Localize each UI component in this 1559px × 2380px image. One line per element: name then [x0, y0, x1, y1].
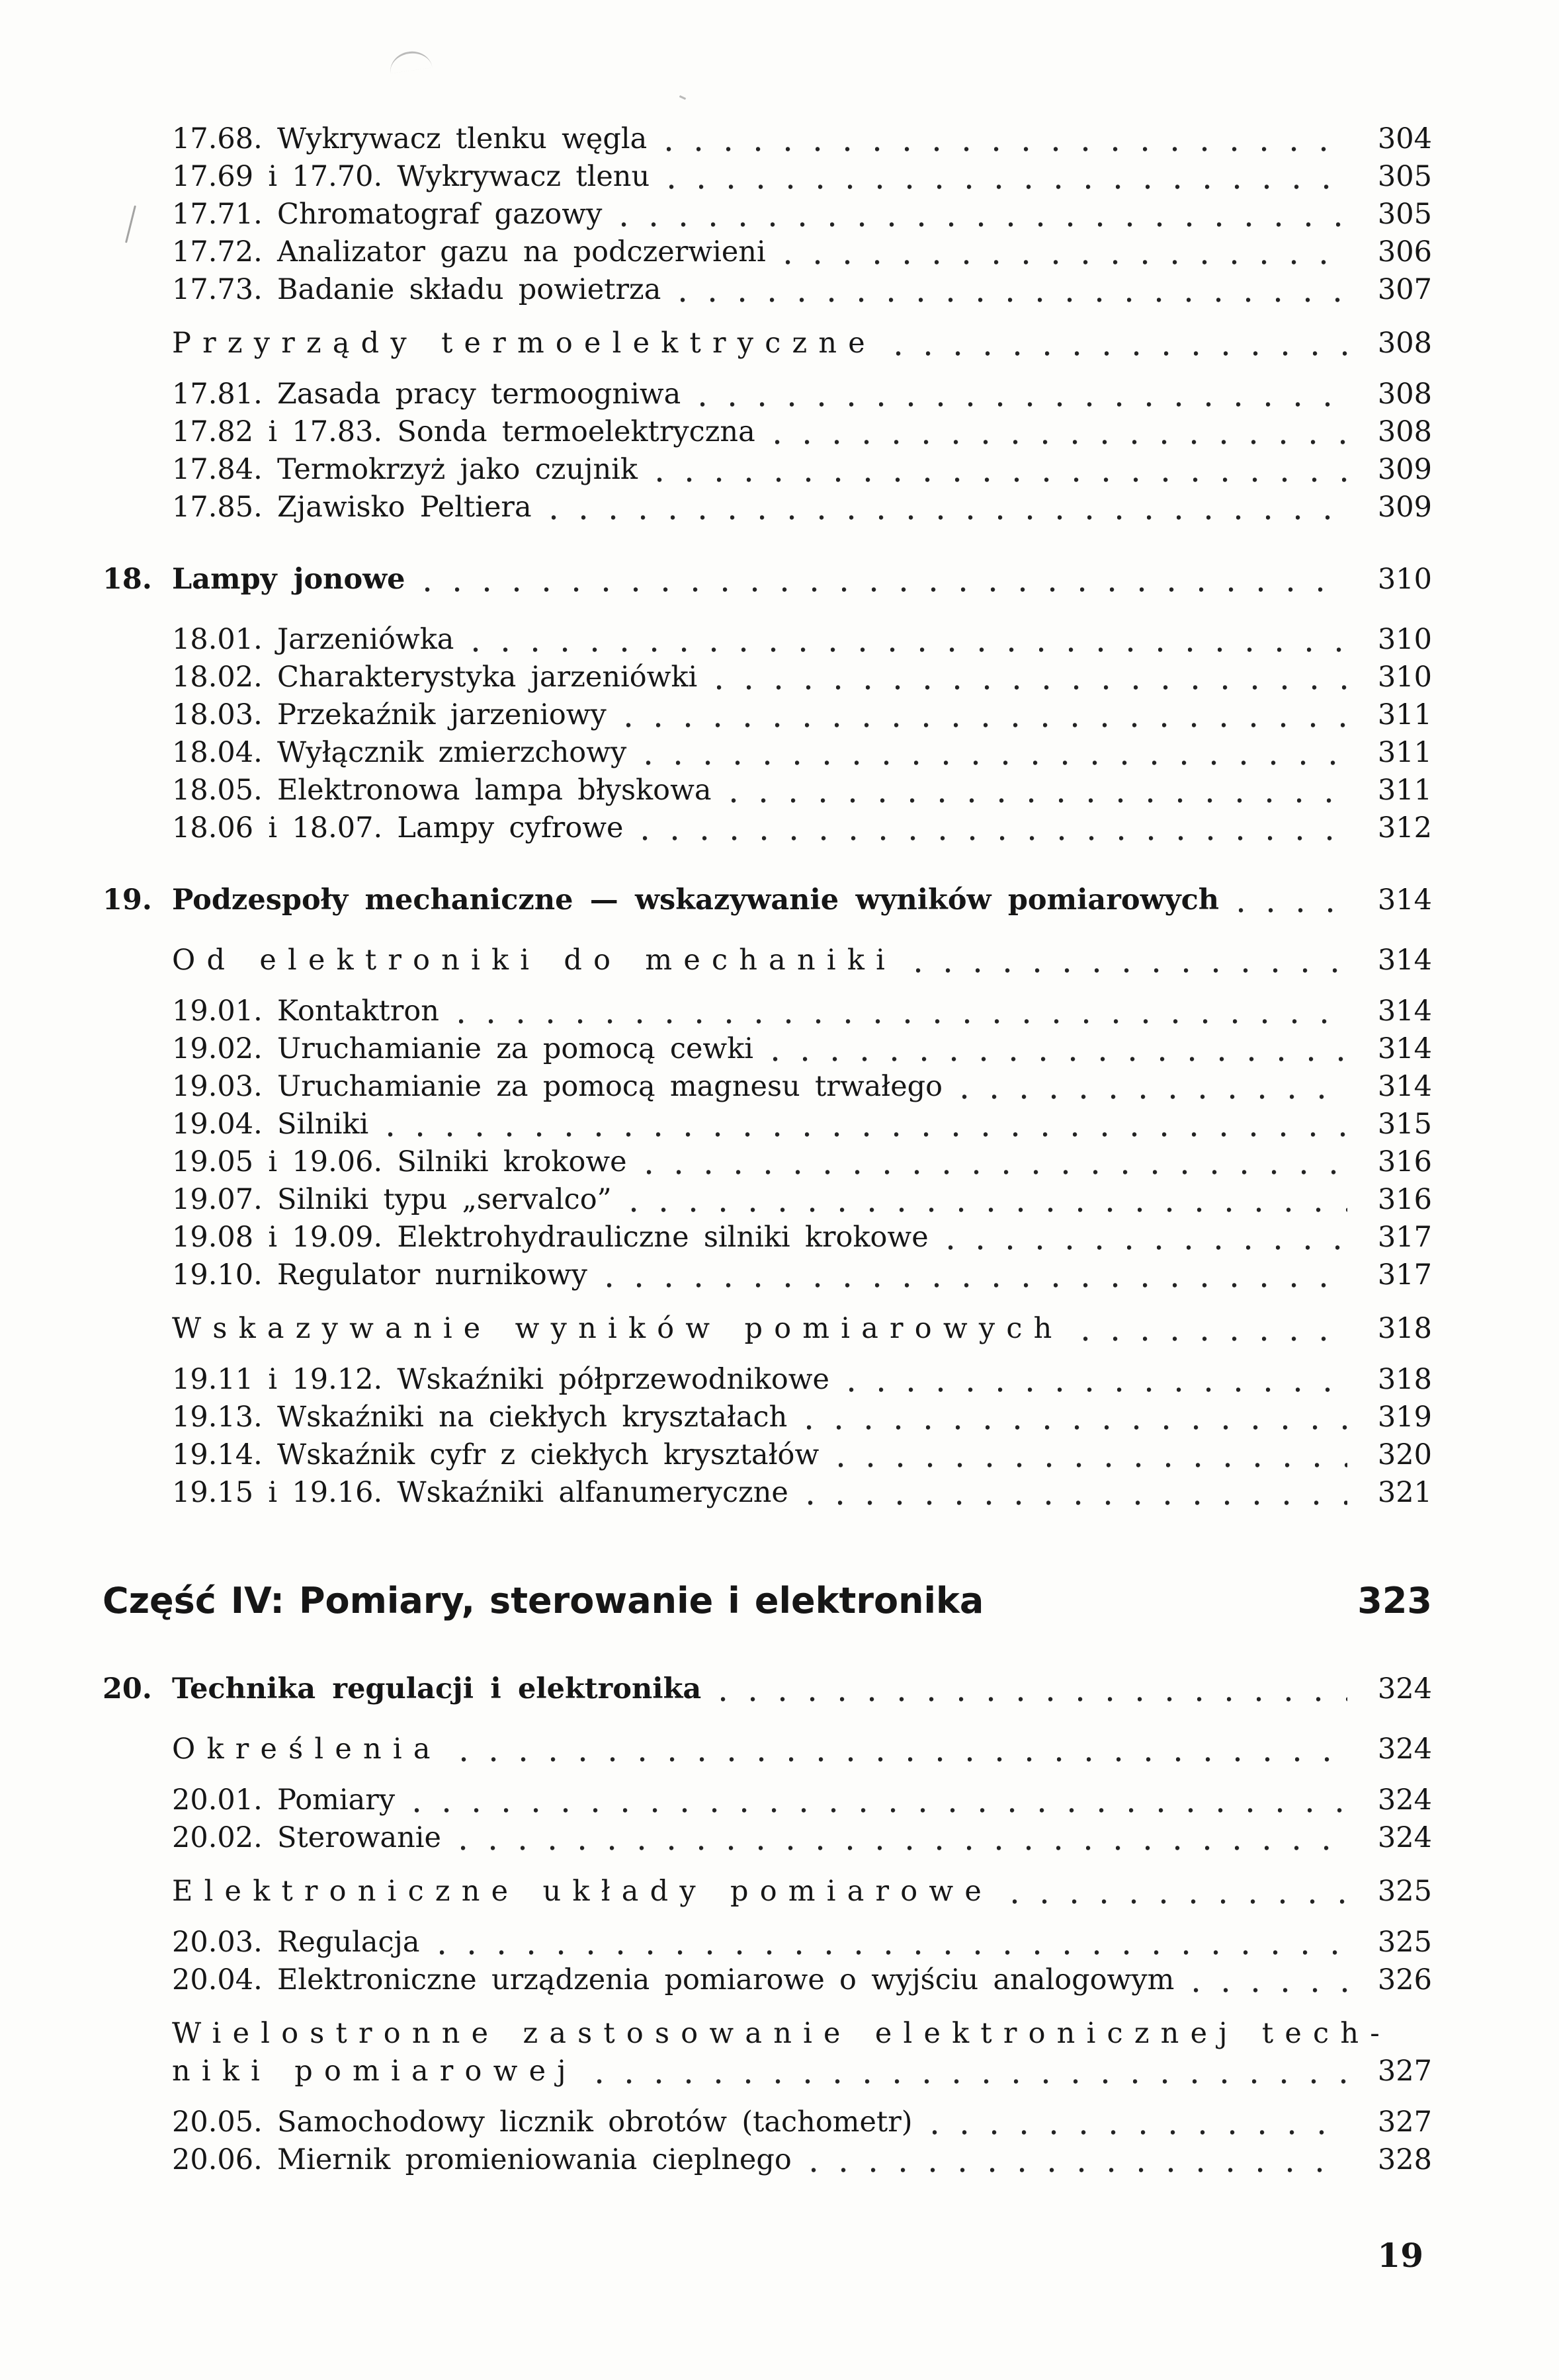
- toc-page-number: 310: [1377, 623, 1432, 656]
- chapter-number: [103, 1782, 172, 1819]
- toc-entry-label: 17.72. Analizator gazu na podczerwieni: [172, 235, 766, 268]
- chapter-number: [103, 325, 172, 362]
- chapter-number: 19.: [103, 883, 152, 917]
- toc-entry-label: 19.13. Wskaźniki na ciekłych kryształach: [172, 1401, 788, 1434]
- chapter-number: [103, 1256, 172, 1294]
- toc-row: [103, 2141, 1432, 2179]
- toc-row: [103, 413, 1432, 451]
- dot-leader: [807, 1425, 1347, 1430]
- toc-row: [103, 1670, 1432, 1708]
- toc-row-body: [172, 1310, 1432, 1348]
- toc-row: [103, 1782, 1432, 1819]
- dot-leader: [461, 1846, 1347, 1851]
- toc-row: [103, 196, 1432, 233]
- toc-page-number: 314: [1377, 1070, 1432, 1103]
- toc-row: [103, 120, 1432, 158]
- toc-page-number: 304: [1377, 122, 1432, 155]
- toc-row-body: [172, 325, 1432, 362]
- folio-page-number: 19: [1377, 2236, 1423, 2275]
- toc-row-body: [103, 1578, 1432, 1624]
- toc-row-body: [172, 1361, 1432, 1399]
- toc-entry-label: Przyrządy termoelektryczne: [172, 327, 876, 360]
- toc-entry-label: 18.06 i 18.07. Lampy cyfrowe: [172, 811, 624, 844]
- toc-entry-label: Technika regulacji i elektronika: [172, 1672, 702, 1705]
- toc-entry-label: 19.04. Silniki: [172, 1108, 369, 1141]
- toc-row: [103, 158, 1432, 196]
- dot-leader: [646, 760, 1347, 766]
- dot-leader: [607, 1283, 1347, 1288]
- chapter-number: [103, 1474, 172, 1512]
- toc-page-number: 309: [1377, 453, 1432, 486]
- toc-page-number: 319: [1377, 1401, 1432, 1434]
- toc-entry-label: 19.05 i 19.06. Silniki krokowe: [172, 1145, 627, 1178]
- chapter-number: [103, 1924, 172, 1961]
- toc-page-number: 310: [1377, 661, 1432, 694]
- toc-page-number: 318: [1377, 1312, 1432, 1345]
- toc-row-body: [172, 120, 1432, 158]
- toc-entry-label: 17.81. Zasada pracy termoogniwa: [172, 378, 681, 411]
- dot-leader: [425, 587, 1348, 593]
- toc-row: [103, 772, 1432, 809]
- dot-leader: [962, 1094, 1347, 1100]
- toc-row-body: [172, 489, 1432, 526]
- toc-row: [103, 1873, 1432, 1910]
- chapter-number: [103, 1030, 172, 1068]
- chapter-number: [103, 413, 172, 451]
- toc-page-number: 311: [1377, 698, 1432, 731]
- toc-row-body: [172, 1030, 1432, 1068]
- toc-page-number: 317: [1377, 1258, 1432, 1292]
- toc-row-body: [172, 1924, 1432, 1961]
- toc-row-body: [172, 1731, 1432, 1768]
- dot-leader: [1013, 1899, 1347, 1905]
- toc-entry-label: 20.06. Miernik promieniowania cieplnego: [172, 2143, 792, 2176]
- toc-row: [103, 1474, 1432, 1512]
- toc-entry-label: 20.05. Samochodowy licznik obrotów (tachometr): [172, 2106, 913, 2139]
- toc-page-number: 310: [1377, 563, 1432, 596]
- toc-row: [103, 2053, 1432, 2090]
- chapter-number: [103, 696, 172, 734]
- toc-row: [103, 659, 1432, 696]
- toc-entry-label: 19.03. Uruchamianie za pomocą magnesu trwałego: [172, 1070, 943, 1103]
- toc-row: [103, 271, 1432, 309]
- dot-leader: [459, 1019, 1347, 1024]
- toc-row-body: [172, 1143, 1432, 1181]
- toc-page-number: 309: [1377, 491, 1432, 524]
- toc-entry-label: 19.02. Uruchamianie za pomocą cewki: [172, 1032, 754, 1065]
- dot-leader: [839, 1463, 1347, 1468]
- chapter-number: 20.: [103, 1672, 152, 1705]
- toc-row-body: [172, 1961, 1432, 1999]
- toc-row: [103, 451, 1432, 489]
- dot-leader: [669, 185, 1347, 190]
- chapter-number: [103, 734, 172, 772]
- chapter-number: [103, 1068, 172, 1106]
- toc-entry-label: 17.71. Chromatograf gazowy: [172, 198, 603, 231]
- toc-entry-label: 19.14. Wskaźnik cyfr z ciekłych kryształów: [172, 1438, 820, 1471]
- toc-row: [103, 621, 1432, 659]
- dot-leader: [622, 222, 1347, 227]
- chapter-number: [103, 1961, 172, 1999]
- toc-entry-label: 18.02. Charakterystyka jarzeniówki: [172, 661, 698, 694]
- dot-leader: [1239, 908, 1347, 913]
- toc-entry-label: 20.04. Elektroniczne urządzenia pomiarowe o wyjściu analogowym: [172, 1963, 1175, 1996]
- toc-page-number: 314: [1377, 883, 1432, 917]
- dot-leader: [773, 1057, 1347, 1062]
- toc-page-number: 305: [1377, 160, 1432, 193]
- toc-page-number: 324: [1377, 1821, 1432, 1854]
- dot-leader: [948, 1245, 1347, 1251]
- toc-entry-label: 18.01. Jarzeniówka: [172, 623, 454, 656]
- chapter-number: [103, 772, 172, 809]
- toc-entry-label: 17.69 i 17.70. Wykrywacz tlenu: [172, 160, 650, 193]
- toc-page-number: 308: [1377, 378, 1432, 411]
- chapter-number: [103, 2053, 172, 2090]
- dot-leader: [896, 351, 1347, 356]
- chapter-number: [103, 809, 172, 847]
- toc-row-body: [172, 2015, 1432, 2053]
- page-footer: [0, 2235, 1559, 2276]
- toc-row-body: [172, 1474, 1432, 1512]
- toc-row: [103, 882, 1432, 919]
- toc-page-number: 317: [1377, 1221, 1432, 1254]
- toc-row: [103, 1924, 1432, 1961]
- dot-leader: [808, 1500, 1347, 1506]
- chapter-number: [103, 1873, 172, 1910]
- toc-page-number: 305: [1377, 198, 1432, 231]
- toc-row-body: [172, 1068, 1432, 1106]
- toc-row-body: [172, 1873, 1432, 1910]
- dot-leader: [732, 798, 1347, 803]
- dot-leader: [700, 402, 1347, 407]
- toc-row: [103, 2104, 1432, 2141]
- toc-entry-label: Część IV: Pomiary, sterowanie i elektronika: [103, 1580, 984, 1621]
- toc-entry-label: 20.03. Regulacja: [172, 1926, 420, 1959]
- dot-leader: [388, 1132, 1347, 1137]
- toc-row-body: [172, 1670, 1432, 1708]
- toc-entry-label: 20.02. Sterowanie: [172, 1821, 442, 1854]
- toc-row-body: [172, 2104, 1432, 2141]
- toc-row: [103, 1068, 1432, 1106]
- toc-page-number: 314: [1377, 944, 1432, 977]
- toc-row: [103, 1310, 1432, 1348]
- toc-entry-label: 17.82 i 17.83. Sonda termoelektryczna: [172, 415, 755, 448]
- chapter-number: [103, 1361, 172, 1399]
- toc-row-body: [172, 2053, 1432, 2090]
- toc-row-body: [172, 413, 1432, 451]
- dot-leader: [721, 1697, 1347, 1702]
- toc-entry-label: 19.10. Regulator nurnikowy: [172, 1258, 587, 1292]
- toc-entry-label: niki pomiarowej: [172, 2055, 577, 2088]
- chapter-number: [103, 1819, 172, 1857]
- toc-row: [103, 1181, 1432, 1219]
- chapter-number: [103, 376, 172, 413]
- toc-row-body: [172, 734, 1432, 772]
- toc-entry-label: 19.01. Kontaktron: [172, 995, 439, 1028]
- toc-row-body: [172, 1181, 1432, 1219]
- chapter-number: [103, 233, 172, 271]
- toc-row-body: [172, 1782, 1432, 1819]
- toc-entry-label: 18.04. Wyłącznik zmierzchowy: [172, 736, 627, 769]
- dot-leader: [643, 836, 1347, 841]
- toc-entry-label: 19.08 i 19.09. Elektrohydrauliczne silniki krokowe: [172, 1221, 929, 1254]
- chapter-number: [103, 1219, 172, 1256]
- toc-page-number: 316: [1377, 1183, 1432, 1216]
- toc-row: [103, 1819, 1432, 1857]
- dot-leader: [1194, 1988, 1347, 1993]
- toc-page-number: 325: [1377, 1926, 1432, 1959]
- toc-row: [103, 1399, 1432, 1436]
- toc-row: [103, 1436, 1432, 1474]
- toc-entry-label: Wskazywanie wyników pomiarowych: [172, 1312, 1064, 1345]
- toc-page-number: 308: [1377, 327, 1432, 360]
- chapter-number: [103, 621, 172, 659]
- chapter-number: [103, 659, 172, 696]
- toc-row-body: [172, 1219, 1432, 1256]
- toc-page-number: 308: [1377, 415, 1432, 448]
- toc-row-body: [172, 942, 1432, 979]
- dot-leader: [717, 685, 1347, 690]
- toc-page-number: 327: [1377, 2055, 1432, 2088]
- chapter-number: [103, 271, 172, 309]
- toc-page-number: 325: [1377, 1875, 1432, 1908]
- toc-page-number: 328: [1377, 2143, 1432, 2176]
- chapter-number: [103, 1143, 172, 1181]
- toc-row: [103, 1106, 1432, 1143]
- toc-row-body: [172, 561, 1432, 598]
- chapter-number: [103, 942, 172, 979]
- toc-row-body: [172, 993, 1432, 1030]
- dot-leader: [933, 2130, 1347, 2135]
- toc-entry-label: 19.11 i 19.12. Wskaźniki półprzewodnikowe: [172, 1363, 829, 1396]
- chapter-number: [103, 2104, 172, 2141]
- toc-row-body: [172, 376, 1432, 413]
- chapter-number: [103, 1310, 172, 1348]
- toc-row: [103, 325, 1432, 362]
- toc-row: [103, 1361, 1432, 1399]
- chapter-number: [103, 1731, 172, 1768]
- toc-page-number: 320: [1377, 1438, 1432, 1471]
- toc-entry-label: Podzespoły mechaniczne — wskazywanie wyników pomiarowych: [172, 883, 1220, 917]
- toc-row: [103, 993, 1432, 1030]
- toc-entry-label: Od elektroniki do mechaniki: [172, 944, 897, 977]
- chapter-number: [103, 1106, 172, 1143]
- toc-page-number: 314: [1377, 1032, 1432, 1065]
- toc-row: [103, 696, 1432, 734]
- toc-row-body: [172, 1256, 1432, 1294]
- chapter-number: [103, 2015, 172, 2053]
- toc-entry-label: 18.05. Elektronowa lampa błyskowa: [172, 774, 712, 807]
- toc-row-body: [172, 233, 1432, 271]
- chapter-number: [103, 196, 172, 233]
- toc-page-number: 327: [1377, 2106, 1432, 2139]
- toc-row-body: [172, 2141, 1432, 2179]
- toc-row-body: [172, 158, 1432, 196]
- dot-leader: [415, 1808, 1347, 1813]
- toc-page-number: 318: [1377, 1363, 1432, 1396]
- toc-page-number: 316: [1377, 1145, 1432, 1178]
- toc-row: [103, 489, 1432, 526]
- chapter-number: [103, 993, 172, 1030]
- dot-leader: [916, 968, 1347, 973]
- dot-leader: [1083, 1336, 1347, 1342]
- toc-row-body: [172, 772, 1432, 809]
- chapter-number: [103, 489, 172, 526]
- dot-leader: [647, 1170, 1347, 1175]
- chapter-number: [103, 120, 172, 158]
- toc-row: [103, 1731, 1432, 1768]
- chapter-number: 18.: [103, 563, 152, 596]
- toc-entry-label: 17.73. Badanie składu powietrza: [172, 273, 661, 306]
- toc-page-number: 324: [1377, 1672, 1432, 1705]
- part-heading-row: [103, 1578, 1432, 1624]
- toc-page-number: 323: [1357, 1580, 1432, 1621]
- toc-row-body: [172, 809, 1432, 847]
- toc-entry-label: 19.07. Silniki typu „servalco”: [172, 1183, 612, 1216]
- toc-row: [103, 809, 1432, 847]
- toc-row-body: [172, 659, 1432, 696]
- toc-entry-label: 17.84. Termokrzyż jako czujnik: [172, 453, 638, 486]
- toc-row-body: [172, 271, 1432, 309]
- dot-leader: [552, 515, 1347, 520]
- toc-page-number: 326: [1377, 1963, 1432, 1996]
- toc-entry-label: Określenia: [172, 1733, 442, 1766]
- dot-leader: [786, 260, 1347, 265]
- toc-row-body: [172, 696, 1432, 734]
- toc-entry-label: Lampy jonowe: [172, 563, 405, 596]
- toc-entry-label: 20.01. Pomiary: [172, 1784, 396, 1817]
- toc-page-number: 312: [1377, 811, 1432, 844]
- dot-leader: [681, 298, 1347, 303]
- toc-row-body: [172, 1819, 1432, 1857]
- toc-row: [103, 942, 1432, 979]
- chapter-number: [103, 1436, 172, 1474]
- toc-row: [103, 1961, 1432, 1999]
- toc-row-body: [172, 1399, 1432, 1436]
- toc-row: [103, 1256, 1432, 1294]
- dot-leader: [775, 440, 1347, 445]
- toc-page-number: 315: [1377, 1108, 1432, 1141]
- toc-row-body: [172, 451, 1432, 489]
- toc-page-number: 311: [1377, 736, 1432, 769]
- chapter-number: [103, 1399, 172, 1436]
- toc-row: [103, 1030, 1432, 1068]
- dot-leader: [440, 1950, 1347, 1955]
- chapter-number: [103, 158, 172, 196]
- toc-row: [103, 1219, 1432, 1256]
- toc-entry-label: 18.03. Przekaźnik jarzeniowy: [172, 698, 607, 731]
- toc-page-number: 321: [1377, 1476, 1432, 1509]
- toc-entry-label: Wielostronne zastosowanie elektronicznej tech-: [172, 2017, 1391, 2050]
- toc-row: [103, 233, 1432, 271]
- toc-entry-label: 17.68. Wykrywacz tlenku węgla: [172, 122, 648, 155]
- toc-page-number: 307: [1377, 273, 1432, 306]
- dot-leader: [849, 1387, 1347, 1393]
- toc-row: [103, 561, 1432, 598]
- dot-leader: [626, 723, 1347, 728]
- dot-leader: [462, 1757, 1347, 1762]
- toc-page-number: 324: [1377, 1733, 1432, 1766]
- toc-row-body: [172, 196, 1432, 233]
- toc-row: [103, 2015, 1432, 2053]
- toc-row: [103, 734, 1432, 772]
- chapter-number: [103, 2141, 172, 2179]
- dot-leader: [597, 2079, 1347, 2084]
- toc-page-number: 311: [1377, 774, 1432, 807]
- dot-leader: [657, 477, 1347, 483]
- toc-row-body: [172, 1106, 1432, 1143]
- toc-page-number: 324: [1377, 1784, 1432, 1817]
- chapter-number: [103, 451, 172, 489]
- dot-leader: [812, 2168, 1347, 2173]
- dot-leader: [667, 147, 1347, 152]
- chapter-number: [103, 1181, 172, 1219]
- toc-page-number: 314: [1377, 995, 1432, 1028]
- dot-leader: [474, 647, 1347, 653]
- toc-row-body: [172, 621, 1432, 659]
- dot-leader: [632, 1208, 1347, 1213]
- toc-row-body: [172, 882, 1432, 919]
- toc-entry-label: Elektroniczne układy pomiarowe: [172, 1875, 993, 1908]
- toc-entry-label: 17.85. Zjawisko Peltiera: [172, 491, 532, 524]
- toc-row: [103, 376, 1432, 413]
- toc-row-body: [172, 1436, 1432, 1474]
- toc-entry-label: 19.15 i 19.16. Wskaźniki alfanumeryczne: [172, 1476, 788, 1509]
- toc-page-number: 306: [1377, 235, 1432, 268]
- toc-row: [103, 1143, 1432, 1181]
